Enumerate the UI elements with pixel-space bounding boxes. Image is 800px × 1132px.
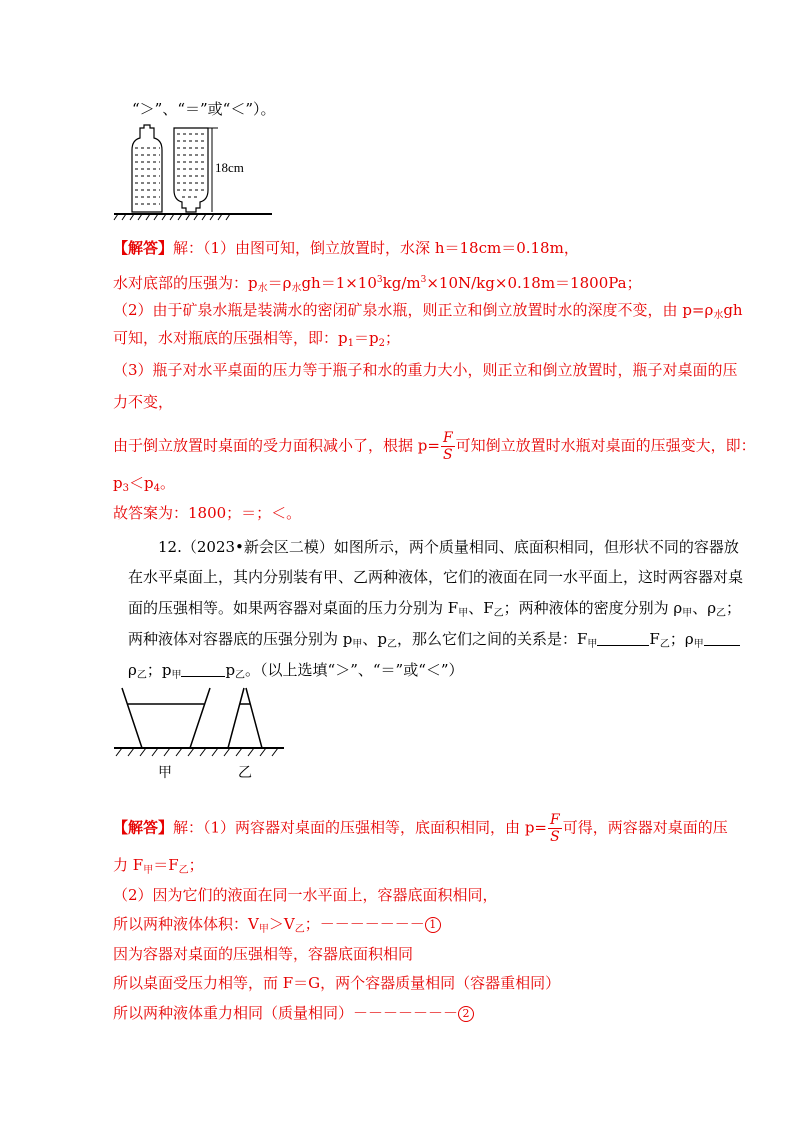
sub-yi: 乙 <box>235 670 246 681</box>
a1-l2c: gh＝1×10 <box>301 274 377 292</box>
q12-l4d: F <box>649 630 660 648</box>
q12-l3e: ； <box>726 599 742 617</box>
q12-l5b: ；p <box>146 661 172 679</box>
circled-number-1: 1 <box>425 917 441 933</box>
sub-yi: 乙 <box>294 924 305 935</box>
a1-l3b: gh <box>723 301 743 319</box>
a1-l8s2: 4 <box>153 483 160 494</box>
frac-den-2: S <box>550 829 560 845</box>
q12-l3a: 面的压强相等。如果两容器对桌面的压力分别为 F <box>128 599 459 617</box>
a1-l5: （3）瓶子对水平桌面的压力等于瓶子和水的重力大小，则正立和倒立放置时，瓶子对桌面的压 <box>113 361 738 379</box>
answer2-line4 <box>113 914 441 940</box>
a2-l6: 所以桌面受压力相等，而 F＝G，两个容器质量相同（容器重相同） <box>113 974 561 992</box>
q12-line1 <box>158 537 739 557</box>
answer1-line7 <box>113 430 756 463</box>
sub-jia: 甲 <box>143 865 154 876</box>
sub-yi: 乙 <box>659 639 670 650</box>
a1-l2s1: 水 <box>257 283 268 294</box>
q12-l4e: ；ρ <box>669 630 694 648</box>
q12-line3 <box>128 598 741 624</box>
sub-jia: 甲 <box>693 639 704 650</box>
answer-blank-1[interactable] <box>597 631 649 646</box>
a1-l7a: 由于倒立放置时桌面的受力面积减小了，根据 p= <box>113 436 440 455</box>
q12-l3d: 、ρ <box>692 599 717 617</box>
a1-l2a: 水对底部的压强为：p <box>113 274 258 292</box>
a2-l2c: ； <box>188 856 204 874</box>
a1-l6: 力不变， <box>113 393 174 411</box>
q12-line4 <box>128 629 740 655</box>
q12-l5d: 。（以上选填“＞”、“＝”或“＜”） <box>245 661 464 679</box>
q12-l3c: ；两种液体的密度分别为 ρ <box>503 599 683 617</box>
fraction-f-over-s-2 <box>548 812 562 845</box>
frac-den: S <box>443 447 453 463</box>
frac-num-2: F <box>550 812 560 828</box>
label-yi: 乙 <box>238 765 252 781</box>
a1-l8a: p <box>113 474 123 492</box>
a1-l8b: ＜p <box>128 474 154 492</box>
a1-l7b: 可知倒立放置时水瓶对桌面的压强变大，即： <box>455 436 756 455</box>
a2-l2b: ＝F <box>153 856 179 874</box>
q12-l5c: p <box>225 661 236 679</box>
circled-number-2: 2 <box>458 1006 474 1022</box>
answer1-line5 <box>113 360 738 380</box>
answer2-line5 <box>113 944 413 964</box>
a2-l5: 因为容器对桌面的压强相等，容器底面积相同 <box>113 945 414 963</box>
a2-l4a: 所以两种液体体积：V <box>113 915 259 933</box>
a1-l2d: kg/m <box>382 274 421 292</box>
answer2-line2 <box>113 855 204 881</box>
answer2-line3 <box>113 885 498 905</box>
a1-l2b: ＝ρ <box>267 274 292 292</box>
a1-l2sup: 3 <box>376 275 383 285</box>
q12-line5 <box>128 660 464 686</box>
sub-yi: 乙 <box>716 608 727 619</box>
containers-figure <box>112 684 302 789</box>
a2-l2a: 力 F <box>113 856 144 874</box>
question-tail: “＞”、“＝”或“＜”）。 <box>132 100 276 118</box>
sub-yi: 乙 <box>178 865 189 876</box>
answer2-line6 <box>113 973 560 993</box>
q12-l1: 12.（2023•新会区二模）如图所示，两个质量相同、底面积相同，但形状不同的容器放 <box>158 538 739 556</box>
a2-l1a: 解：（1）两容器对桌面的压强相等，底面积相同，由 p= <box>173 818 547 837</box>
q12-l3b: 、F <box>468 599 494 617</box>
a1-l3: （2）由于矿泉水瓶是装满水的密闭矿泉水瓶，则正立和倒立放置时水的深度不变，由 p=ρ <box>113 301 714 319</box>
sub-jia: 甲 <box>171 670 182 681</box>
a1-l2e: ×10N/kg×0.18m＝1800Pa； <box>426 274 642 292</box>
sub-jia: 甲 <box>587 639 598 650</box>
answer-blank-2[interactable] <box>704 631 740 646</box>
sub-yi: 乙 <box>386 639 397 650</box>
a2-l4c: ；－－－－－－－ <box>304 915 425 933</box>
a1-l4s2: 2 <box>378 338 385 349</box>
sub-jia: 甲 <box>682 608 693 619</box>
container-yi <box>228 688 262 748</box>
answer-tag: 【解答】 <box>113 239 174 257</box>
a2-l7: 所以两种液体重力相同（质量相同）－－－－－－－ <box>113 1004 459 1022</box>
answer-tag-2: 【解答】 <box>113 818 174 837</box>
sub-jia: 甲 <box>258 924 269 935</box>
a2-l4b: ＞V <box>268 915 295 933</box>
sub-yi: 乙 <box>493 608 504 619</box>
answer1-line2 <box>113 270 642 299</box>
answer1-text1: 解：（1）由图可知，倒立放置时，水深 h＝18cm＝0.18m， <box>173 239 579 257</box>
q12-l2: 在水平桌面上，其内分别装有甲、乙两种液体，它们的液面在同一水平面上，这时两容器对桌 <box>128 568 744 586</box>
bottles-figure <box>112 122 282 222</box>
answer-blank-3[interactable] <box>181 662 225 677</box>
depth-label: 18cm <box>215 160 244 175</box>
a1-l4s1: 1 <box>347 338 354 349</box>
a1-l9: 故答案为：1800；＝；＜。 <box>113 504 302 522</box>
q12-l4b: 、p <box>362 630 387 648</box>
frac-num: F <box>442 430 453 446</box>
answer1-line9 <box>113 503 301 523</box>
a1-l3sub: 水 <box>713 310 724 321</box>
q12-l4c: ，那么它们之间的关系是：F <box>396 630 588 648</box>
fraction-f-over-s <box>441 430 455 463</box>
a1-l4a: 可知，水对瓶底的压强相等，即：p <box>113 329 348 347</box>
a1-l2sup2: 3 <box>420 275 427 285</box>
a2-l1b: 可得，两容器对桌面的压 <box>562 818 728 837</box>
a1-l4b: ＝p <box>353 329 379 347</box>
question-tail-text <box>132 99 276 119</box>
q12-line2 <box>128 567 743 587</box>
sub-yi: 乙 <box>136 670 147 681</box>
answer2-line7 <box>113 1003 474 1023</box>
answer1-line4 <box>113 328 400 354</box>
answer1-line6 <box>113 392 173 412</box>
a1-l2s2: 水 <box>291 283 302 294</box>
a1-l4c: ； <box>384 329 400 347</box>
answer1-line8 <box>113 473 175 499</box>
a1-l8s1: 3 <box>122 483 129 494</box>
q12-l5a: ρ <box>128 661 137 679</box>
answer1-line1 <box>113 238 579 258</box>
answer2-line1 <box>113 812 728 845</box>
container-jia <box>122 688 210 748</box>
answer1-line3 <box>113 300 743 326</box>
q12-l4a: 两种液体对容器底的压强分别为 p <box>128 630 353 648</box>
sub-jia: 甲 <box>352 639 363 650</box>
sub-jia: 甲 <box>458 608 469 619</box>
label-jia: 甲 <box>158 765 172 781</box>
a1-l8c: 。 <box>159 474 175 492</box>
a2-l3: （2）因为它们的液面在同一水平面上，容器底面积相同， <box>113 886 498 904</box>
